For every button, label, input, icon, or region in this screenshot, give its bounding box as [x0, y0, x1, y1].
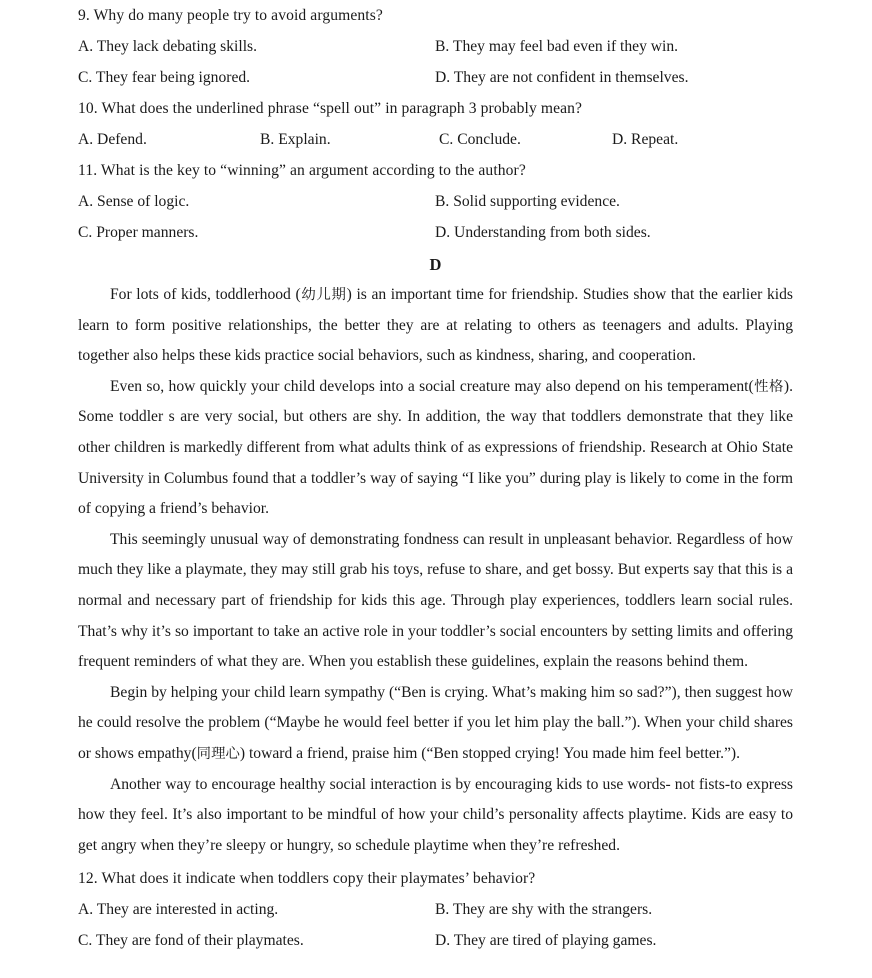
question-12-text: 12. What does it indicate when toddlers copy their playmates’ behavior?: [78, 870, 536, 888]
question-10-options-row-1: [78, 124, 793, 155]
question-12-option-a[interactable]: A. They are interested in acting.: [78, 901, 279, 919]
question-10-option-d[interactable]: D. Repeat.: [612, 131, 679, 148]
question-9-options-row-2: [78, 62, 793, 93]
question-10-option-b[interactable]: B. Explain.: [260, 131, 331, 148]
question-9-option-a[interactable]: A. They lack debating skills.: [78, 38, 258, 55]
question-12-option-b[interactable]: B. They are shy with the strangers.: [435, 901, 653, 919]
question-9-options-row-1: [78, 31, 793, 62]
question-11-option-b[interactable]: B. Solid supporting evidence.: [435, 193, 620, 210]
passage-paragraph-4: Begin by helping your child learn sympathy (“Ben is crying. What’s making him so sad?”), then suggest how he could resolve the problem (“Maybe he would feel better if you let him play the ball.”). When your child shares or shows empathy(同理心) toward a friend, praise him (“Ben stopped crying! You made him feel better.”).: [78, 683, 793, 762]
question-11-text: 11. What is the key to “winning” an argument according to the author?: [78, 162, 526, 179]
question-9-option-c[interactable]: C. They fear being ignored.: [78, 69, 251, 86]
question-10-option-a[interactable]: A. Defend.: [78, 131, 147, 148]
question-10-option-c[interactable]: C. Conclude.: [439, 131, 521, 148]
passage-paragraph-3: This seemingly unusual way of demonstrating fondness can result in unpleasant behavior. Regardless of how much they like a playmate, they may still grab his toys, refuse to share, and get bossy. But experts say that this is a normal and necessary part of friendship for kids this age. Through play experiences, toddlers learn social rules. That’s why it’s so important to take an active role in your toddler’s social encounters by setting limits and offering frequent reminders of what they are. When you establish these guidelines, explain the reasons behind them.: [78, 530, 793, 671]
question-9-text: 9. Why do many people try to avoid arguments?: [78, 7, 383, 24]
question-11-option-d[interactable]: D. Understanding from both sides.: [435, 224, 651, 241]
passage-paragraph-1: For lots of kids, toddlerhood (幼儿期) is an important time for friendship. Studies show that the earlier kids learn to form positive relationships, the better they are at relating to others as teenagers and adults. Playing together also helps these kids practice social behaviors, such as kindness, sharing, and cooperation.: [78, 286, 793, 365]
section-letter-d: D: [429, 255, 442, 274]
question-12-option-c[interactable]: C. They are fond of their playmates.: [78, 932, 304, 950]
question-9-option-b[interactable]: B. They may feel bad even if they win.: [435, 38, 679, 55]
question-11-option-c[interactable]: C. Proper manners.: [78, 224, 199, 241]
passage-paragraph-5: Another way to encourage healthy social interaction is by encouraging kids to use words- not fists-to express how they feel. It’s also important to be mindful of how your child’s personality affects playtime. Kids are easy to get angry when they’re sleepy or hungry, so schedule playtime when they’re refreshed.: [78, 775, 793, 854]
question-11-options-row-2: [78, 217, 793, 248]
question-11-options-row-1: [78, 186, 793, 217]
chinese-gloss: 同理心: [196, 745, 240, 762]
question-12-option-d[interactable]: D. They are tired of playing games.: [435, 932, 657, 950]
chinese-gloss: 幼儿期: [300, 287, 347, 303]
question-10-text: 10. What does the underlined phrase “spell out” in paragraph 3 probably mean?: [78, 100, 583, 117]
question-12-options-row-1: [78, 894, 793, 925]
page-content-column: [78, 0, 793, 956]
question-12-options-row-2: [78, 925, 793, 956]
question-9-option-d[interactable]: D. They are not confident in themselves.: [435, 69, 689, 86]
question-11-option-a[interactable]: A. Sense of logic.: [78, 193, 190, 210]
chinese-gloss: 性格: [753, 378, 784, 395]
passage-paragraph-2: Even so, how quickly your child develops into a social creature may also depend on his temperament(性格). Some toddler s are very social, but others are shy. In addition, the way that toddlers demonstrate that they like other children is markedly different from what adults think of as expressions of friendship. Research at Ohio State University in Columbus found that a toddler’s way of saying “I like you” during play is likely to come in the form of copying a friend’s behavior.: [78, 377, 793, 518]
